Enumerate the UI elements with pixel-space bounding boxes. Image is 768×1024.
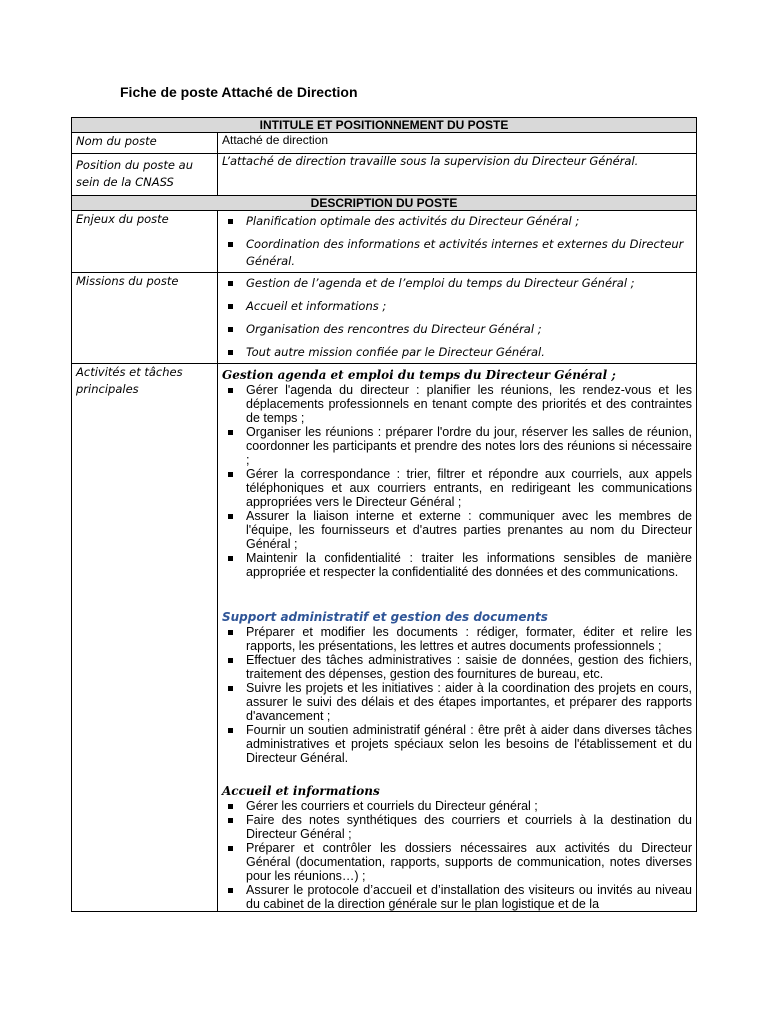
list-item: Gérer les courriers et courriels du Directeur général ; [222, 799, 692, 813]
table-row [72, 133, 697, 154]
list-item: Effectuer des tâches administratives : saisie de données, gestion des fichiers, traitement des dépenses, gestion des fournitures de bureau, etc. [222, 653, 692, 681]
position-poste-label: Position du poste au sein de la CNASS [72, 154, 218, 196]
list-item: Gestion de l’agenda et de l’emploi du temps du Directeur Général ; [222, 275, 692, 292]
table-row [72, 273, 697, 364]
list-item: Gérer l'agenda du directeur : planifier les réunions, les rendez-vous et les déplacements professionnels en tenant compte des priorités et des contraintes de temps ; [222, 383, 692, 425]
missions-list [222, 273, 692, 363]
activity-heading-support: Support administratif et gestion des documents [222, 610, 548, 624]
enjeux-cell [218, 211, 697, 273]
list-item: Gérer la correspondance : trier, filtrer et répondre aux courriels, aux appels téléphoniques et aux courriers entrants, en redirigeant les communications appropriées vers le Directeur Général ; [222, 467, 692, 509]
enjeux-list [222, 211, 692, 272]
list-item: Organiser les réunions : préparer l'ordre du jour, réserver les salles de réunion, coordonner les participants et prendre des notes lors des réunions si nécessaire ; [222, 425, 692, 467]
table-row [72, 364, 697, 912]
list-item: Assurer la liaison interne et externe : communiquer avec les membres de l'équipe, les fournisseurs et d'autres parties prenantes au nom du Directeur Général ; [222, 509, 692, 551]
activites-cell [218, 364, 697, 912]
activity-list-agenda [222, 383, 692, 579]
section-title-positionnement: INTITULE ET POSITIONNEMENT DU POSTE [72, 118, 697, 133]
list-item: Tout autre mission confiée par le Directeur Général. [222, 344, 692, 361]
activity-heading-accueil: Accueil et informations [222, 784, 380, 798]
nom-poste-label: Nom du poste [72, 133, 218, 154]
list-item: Organisation des rencontres du Directeur Général ; [222, 321, 692, 338]
list-item: Suivre les projets et les initiatives : aider à la coordination des projets en cours, assurer le suivi des délais et des étapes importantes, et préparer des rapports d'avancement ; [222, 681, 692, 723]
list-item: Coordination des informations et activités internes et externes du Directeur Général. [222, 236, 692, 270]
list-item: Préparer et contrôler les dossiers nécessaires aux activités du Directeur Général (documentation, rapports, supports de communication, notes diverses pour les réunions…) ; [222, 841, 692, 883]
position-poste-value: L’attaché de direction travaille sous la supervision du Directeur Général. [218, 154, 697, 196]
list-item: Planification optimale des activités du Directeur Général ; [222, 213, 692, 230]
list-item: Maintenir la confidentialité : traiter les informations sensibles de manière appropriée et respecter la confidentialité des données et des communications. [222, 551, 692, 579]
activity-list-support [222, 625, 692, 765]
missions-cell [218, 273, 697, 364]
section-title-description: DESCRIPTION DU POSTE [72, 196, 697, 211]
nom-poste-value: Attaché de direction [218, 133, 697, 154]
section-header-row [72, 118, 697, 133]
table-row [72, 211, 697, 273]
list-item: Accueil et informations ; [222, 298, 692, 315]
activites-label: Activités et tâches principales [72, 364, 218, 912]
table-row [72, 154, 697, 196]
activity-heading-agenda: Gestion agenda et emploi du temps du Directeur Général ; [222, 368, 616, 382]
list-item: Faire des notes synthétiques des courriers et courriels à la destination du Directeur Général ; [222, 813, 692, 841]
section-header-row [72, 196, 697, 211]
list-item: Assurer le protocole d’accueil et d’installation des visiteurs ou invités au niveau du cabinet de la direction générale sur le plan logistique et de la [222, 883, 692, 911]
job-description-table [71, 117, 697, 912]
activity-list-accueil [222, 799, 692, 911]
list-item: Préparer et modifier les documents : rédiger, formater, éditer et relire les rapports, les présentations, les lettres et autres documents professionnels ; [222, 625, 692, 653]
list-item: Fournir un soutien administratif général : être prêt à aider dans diverses tâches administratives et projets spéciaux selon les besoins de l'établissement et du Directeur Général. [222, 723, 692, 765]
missions-label: Missions du poste [72, 273, 218, 364]
document-title: Fiche de poste Attaché de Direction [120, 84, 358, 100]
enjeux-label: Enjeux du poste [72, 211, 218, 273]
